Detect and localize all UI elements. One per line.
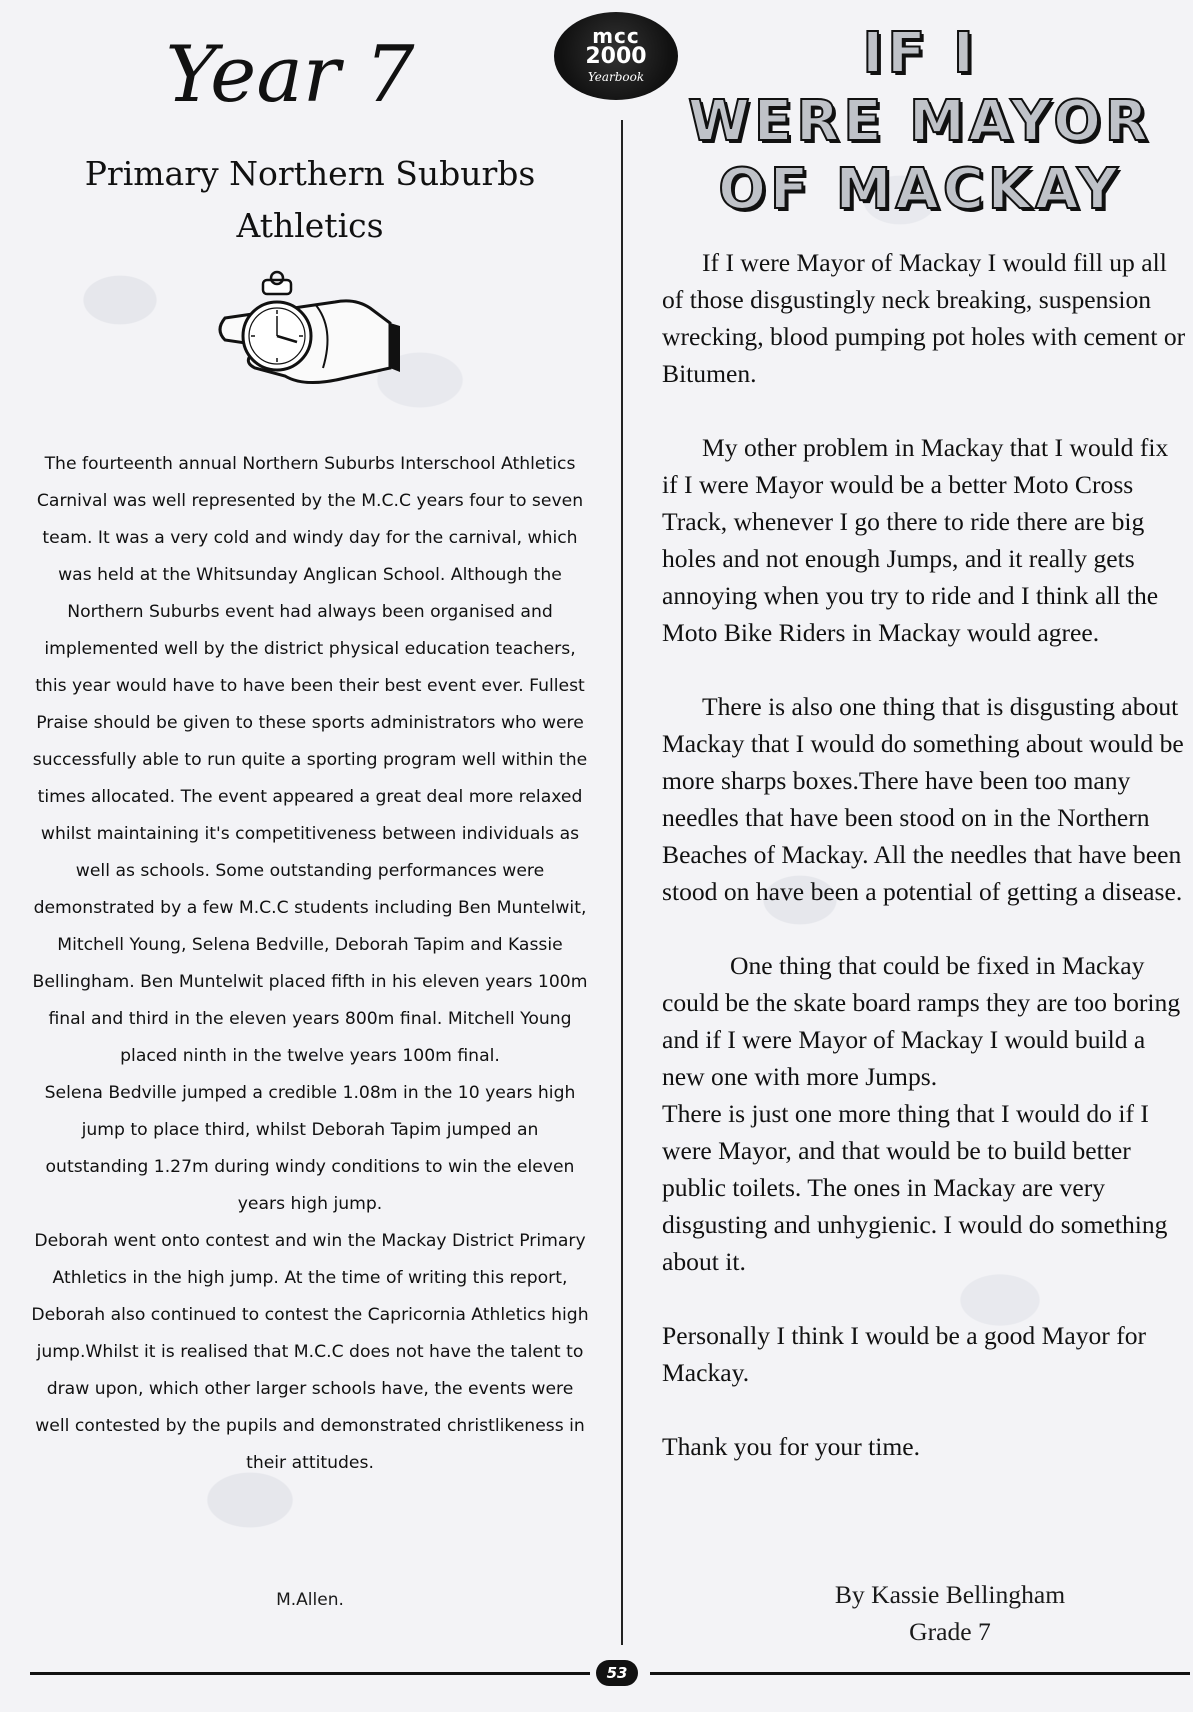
year-7-title: Year 7 — [165, 30, 415, 120]
footer-rule-right — [650, 1672, 1190, 1675]
essay-byline — [800, 1576, 1100, 1650]
logo-line-3: Yearbook — [587, 70, 645, 84]
report-paragraph-3: Deborah went onto contest and win the Mackay District Primary Athletics in the high jump. At the time of writing this report, Deborah also continued to contest the Capricornia Athletics high jump.Whilst it is realised that M.C.C does not have the talent to draw upon, which other larger schools have, the events were well contested by the pupils and demonstrated christlikeness in their attitudes. — [31, 1231, 589, 1473]
byline-name: By Kassie Bellingham — [834, 1580, 1066, 1609]
essay-paragraph-1: If I were Mayor of Mackay I would fill up all of those disgustingly neck breaking, suspension wrecking, blood pumping pot holes with cement or Bitumen. — [662, 248, 1186, 388]
essay-paragraph-6: Personally I think I would be a good Mayor for Mackay. — [662, 1321, 1147, 1387]
footer-rule-left — [30, 1672, 590, 1675]
essay-paragraph-2: My other problem in Mackay that I would fix if I were Mayor would be a better Moto Cross Track, whenever I go there to ride there are big holes and not enough Jumps, and it really gets annoying when you try to ride and I think all the Moto Bike Riders in Mackay would agree. — [662, 433, 1169, 647]
mayor-essay-body — [662, 244, 1188, 1465]
logo-line-1: mcc — [592, 24, 640, 48]
title-line-1: IF I — [862, 21, 978, 86]
essay-paragraph-5: There is just one more thing that I would do if I were Mayor, and that would be to build better public toilets. The ones in Mackay are very disgusting and unhygienic. I would do something about it. — [662, 1099, 1168, 1276]
report-paragraph-2: Selena Bedville jumped a credible 1.08m in the 10 years high jump to place third, whilst Deborah Tapim jumped an outstanding 1.27m during windy conditions to win the eleven years high jump. — [44, 1083, 576, 1214]
report-signoff: M.Allen. — [276, 1590, 344, 1610]
essay-paragraph-3: There is also one thing that is disgusting about Mackay that I would do something about would be more sharps boxes.There have been too many needles that have been stood on in the Northern Beaches of Mackay. All the needles that have been stood on have been a potential of getting a disease. — [662, 692, 1184, 906]
logo-line-2: 2000 — [585, 44, 647, 69]
page-number: 53 — [596, 1660, 638, 1686]
column-divider — [621, 120, 623, 1645]
title-line-2: WERE MAYOR — [688, 89, 1152, 154]
stopwatch-hand-icon — [185, 268, 405, 408]
subtitle-line-1: Primary Northern Suburbs — [84, 154, 536, 193]
byline-grade: Grade 7 — [909, 1617, 991, 1646]
essay-closing: Thank you for your time. — [662, 1432, 921, 1461]
section-subtitle — [30, 148, 590, 252]
title-line-3: OF MACKAY — [718, 157, 1122, 222]
subtitle-line-2: Athletics — [236, 206, 384, 245]
essay-paragraph-4: One thing that could be fixed in Mackay could be the skate board ramps they are too boring and if I were Mayor of Mackay I would build a new one with more Jumps. — [662, 951, 1181, 1091]
report-paragraph-1: The fourteenth annual Northern Suburbs Interschool Athletics Carnival was well represented by the M.C.C years four to seven team. It was a very cold and windy day for the carnival, which was held at the Whitsunday Anglican School. Although the Northern Suburbs event had always been organised and implemented well by the district physical education teachers, this year would have to have been their best event ever. Fullest Praise should be given to these sports administrators who were successfully able to run quite a sporting program well within the times allocated. The event appeared a great deal more relaxed whilst maintaining it's competitiveness between individuals as well as schools. Some outstanding performances were demonstrated by a few M.C.C students including Ben Muntelwit, Mitchell Young, Selena Bedville, Deborah Tapim and Kassie Bellingham. Ben Muntelwit placed fifth in his eleven years 100m final and third in the eleven years 800m final. Mitchell Young placed ninth in the twelve years 100m final. — [32, 454, 588, 1066]
mayor-essay-title — [650, 20, 1190, 224]
athletics-report — [30, 446, 590, 1482]
